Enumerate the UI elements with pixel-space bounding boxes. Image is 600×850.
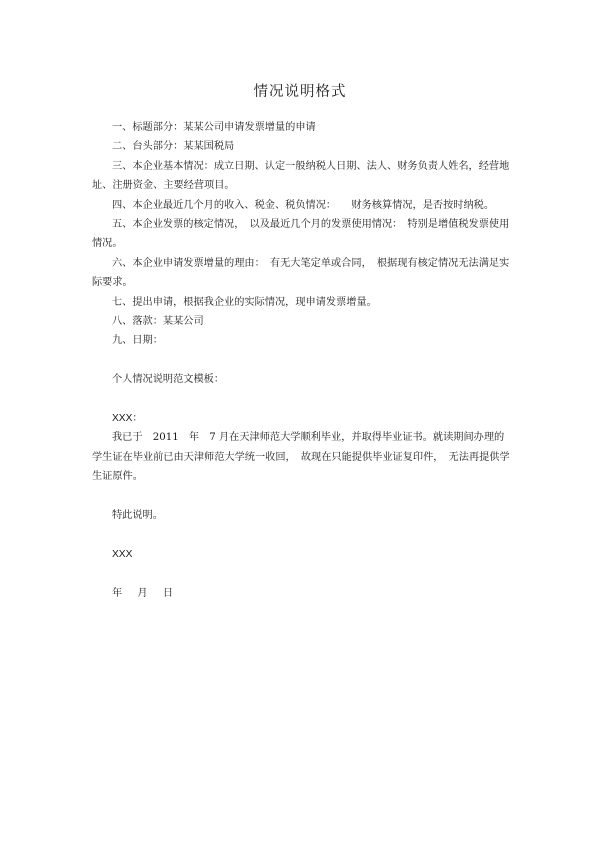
document-title: 情况说明格式 xyxy=(253,84,347,100)
format-item-9: 九、日期： xyxy=(112,335,163,347)
template-heading: 个人情况说明范文模板： xyxy=(112,374,225,386)
format-item-4: 四、本企业最近几个月的收入、税金、税负情况： 财务核算情况，是否按时纳税。 xyxy=(112,199,495,211)
body-paragraph: 我已于 2011 年 7 月在天津师范大学顺利毕业，并取得毕业证书。就读期间办理的学生证在毕业前已由天津师范大学统一收回， 故现在只能提供毕业证复印件， 无法再提供学生证原件。 xyxy=(92,432,510,483)
date-line: 年 月 日 xyxy=(112,587,180,599)
salutation: XXX： xyxy=(112,413,143,425)
format-item-6: 六、本企业申请发票增量的理由： 有无大笔定单或合同， 根据现有核定情况无法满足实际要求。 xyxy=(92,257,510,289)
format-item-3: 三、本企业基本情况：成立日期、认定一般纳税人日期、法人、财务负责人姓名，经营地址、注册资金、主要经营项目。 xyxy=(92,160,510,192)
format-item-1: 一、标题部分：某某公司申请发票增量的申请 xyxy=(112,122,316,133)
signature: XXX xyxy=(112,548,133,560)
document-body xyxy=(92,118,512,603)
closing-remark: 特此说明。 xyxy=(112,510,163,522)
format-item-2: 二、台头部分：某某国税局 xyxy=(112,141,235,153)
format-item-8: 八、落款：某某公司 xyxy=(112,316,204,328)
format-item-7: 七、提出申请，根据我企业的实际情况，现申请发票增量。 xyxy=(112,296,377,308)
format-item-5: 五、本企业发票的核定情况， 以及最近几个月的发票使用情况： 特别是增值税发票使用情况。 xyxy=(92,219,510,250)
